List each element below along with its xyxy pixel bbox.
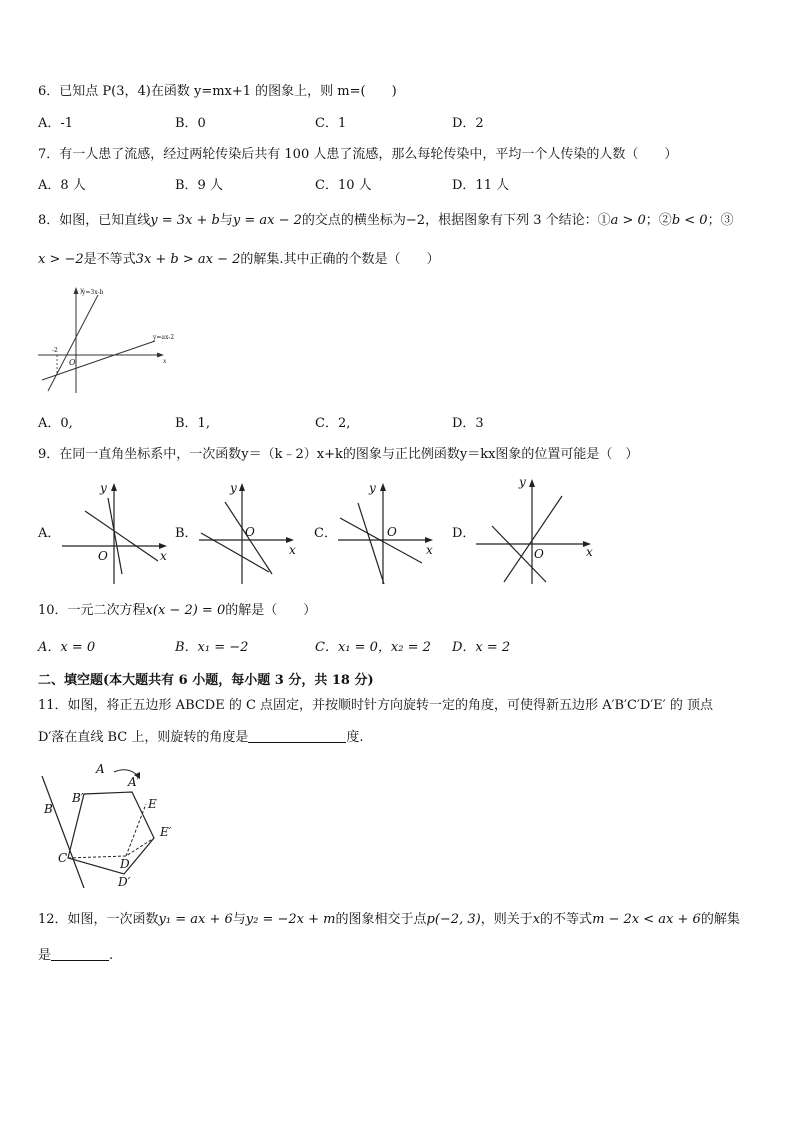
q11-stem-line2 bbox=[38, 728, 364, 747]
q9-option-a: A． bbox=[38, 526, 61, 541]
q9-option-c: C． bbox=[314, 526, 337, 541]
q12-inequality: m − 2x < ax + 6 bbox=[592, 912, 701, 927]
q12-text-1: 12．如图，一次函数 bbox=[38, 912, 159, 927]
q12-eq1: y₁ = ax + 6 bbox=[158, 912, 233, 927]
q8-text-1: 8．如图，已知直线 bbox=[38, 213, 151, 228]
q9a-origin: O bbox=[98, 549, 108, 563]
q12-text-5: 的不等式 bbox=[540, 912, 593, 927]
q6-option-c: C．1 bbox=[315, 116, 347, 131]
q8-conclusion-2: b < 0 bbox=[671, 213, 708, 228]
q10-options bbox=[38, 639, 758, 657]
q11-label-d: D bbox=[120, 857, 130, 871]
q8-inequality: 3x + b > ax − 2 bbox=[135, 252, 241, 267]
q11-label-a: A bbox=[96, 762, 105, 776]
q9-stem: 9．在同一直角坐标系中，一次函数y＝（k﹣2）x+k的图象与正比例函数y＝kx图象的位置可能是（ ） bbox=[38, 447, 639, 462]
q9d-y-arrow bbox=[529, 479, 535, 487]
q12-variable: x bbox=[532, 912, 541, 927]
q12-stem-line1 bbox=[38, 911, 740, 929]
q10-option-a: A．x = 0 bbox=[38, 640, 96, 655]
q8-conclusion-1: a > 0 bbox=[610, 213, 646, 228]
q7-option-a: A．8 人 bbox=[38, 178, 86, 193]
q8-label-line2: y=ax-2 bbox=[153, 334, 175, 341]
q7-option-d: D．11 人 bbox=[452, 178, 510, 193]
q9a-line-1 bbox=[85, 511, 158, 561]
q8-label-y: y bbox=[80, 287, 84, 294]
q12-answer-blank[interactable] bbox=[51, 946, 109, 961]
q9a-y-label: y bbox=[100, 481, 107, 495]
q11-label-b: B bbox=[44, 802, 53, 816]
q8-label-origin: O bbox=[69, 358, 76, 367]
q8-options bbox=[38, 415, 758, 433]
q11-label-a-prime: A′ bbox=[128, 775, 140, 789]
q7-stem: 7．有一人患了流感，经过两轮传染后共有 100 人患了流感，那么每轮传染中，平均一个人传染的人数（ ） bbox=[38, 147, 678, 162]
q7-option-b: B．9 人 bbox=[175, 178, 223, 193]
q9d-x-label: x bbox=[586, 545, 593, 559]
q8-text-6: 是不等式 bbox=[83, 252, 136, 267]
q12-text-3: 的图象相交于点 bbox=[335, 912, 427, 927]
q8-option-b: B．1, bbox=[175, 416, 210, 431]
q11-label-d-prime: D′ bbox=[118, 875, 131, 889]
q8-stem-line2 bbox=[38, 251, 440, 269]
q8-text-5: ；③ bbox=[707, 213, 734, 228]
q8-stem-line1 bbox=[38, 212, 734, 230]
q8-option-a: A．0, bbox=[38, 416, 73, 431]
q9a-x-label: x bbox=[160, 549, 167, 563]
q11-stem-line1: 11．如图，将正五边形 ABCDE 的 C 点固定，并按顺时针方向旋转一定的角度，可使得新五边形 A′B′C′D′E′ 的 顶点 bbox=[38, 698, 714, 713]
q8-text-3: 的交点的横坐标为−2，根据图象有下列 3 个结论：① bbox=[301, 213, 611, 228]
q11-label-c: C bbox=[58, 851, 68, 865]
q8-x-arrow bbox=[157, 353, 164, 358]
q9b-origin: O bbox=[245, 525, 255, 539]
q10-option-b: B．x₁ = −2 bbox=[175, 640, 249, 655]
q8-text-4: ；② bbox=[645, 213, 672, 228]
q12-text-2: 与 bbox=[232, 912, 246, 927]
q9d-origin: O bbox=[534, 547, 544, 561]
q6-option-a: A．-1 bbox=[38, 116, 74, 131]
q6-options bbox=[38, 115, 758, 133]
q8-label-line1: y=3x-b bbox=[82, 289, 104, 296]
q11-text-2: 度. bbox=[346, 730, 364, 745]
q8-text-7: 的解集.其中正确的个数是（ ） bbox=[240, 252, 440, 267]
q8-line-ax-2 bbox=[42, 341, 155, 380]
q11-answer-blank[interactable] bbox=[248, 728, 346, 743]
q6-stem: 6．已知点 P(3，4)在函数 y=mx+1 的图象上，则 m=( ) bbox=[38, 84, 397, 99]
q11-label-b-prime: B′ bbox=[72, 791, 84, 805]
q12-text-7: 是 bbox=[38, 948, 52, 963]
q9b-y-arrow bbox=[239, 483, 245, 491]
q9-graph-b bbox=[197, 478, 312, 588]
q9-option-d: D． bbox=[452, 526, 476, 541]
q9d-y-label: y bbox=[519, 475, 526, 489]
q8-line-3x-b bbox=[48, 295, 98, 391]
q8-label-x: x bbox=[163, 358, 167, 365]
q6-option-d: D．2 bbox=[452, 116, 484, 131]
q9-option-b: B． bbox=[175, 526, 198, 541]
q9b-y-label: y bbox=[230, 481, 237, 495]
q12-text-4: ，则关于 bbox=[480, 912, 533, 927]
q12-stem-line2 bbox=[38, 946, 113, 965]
q7-option-c: C．10 人 bbox=[315, 178, 372, 193]
q10-equation: x(x − 2) = 0 bbox=[145, 603, 226, 618]
q9b-x-label: x bbox=[289, 543, 296, 557]
q8-conclusion-3: x > −2 bbox=[38, 252, 84, 267]
q8-label-neg2: -2 bbox=[52, 347, 58, 354]
q12-point: p(−2, 3) bbox=[426, 912, 481, 927]
q8-option-d: D．3 bbox=[452, 416, 484, 431]
q8-eq2: y = ax − 2 bbox=[232, 213, 302, 228]
q8-eq1: y = 3x + b bbox=[150, 213, 220, 228]
q9-graph-d bbox=[474, 470, 599, 588]
q11-dashed-de bbox=[126, 804, 146, 856]
q11-dashed-cd bbox=[68, 838, 154, 858]
q9c-y-arrow bbox=[380, 483, 386, 491]
q8-option-c: C．2, bbox=[315, 416, 351, 431]
q12-text-6: 的解集 bbox=[700, 912, 740, 927]
q9-graph-c bbox=[336, 478, 451, 588]
q11-figure bbox=[36, 756, 186, 891]
q10-option-c: C．x₁ = 0，x₂ = 2 bbox=[315, 640, 431, 655]
q11-label-e: E bbox=[148, 797, 157, 811]
q9-graph-a bbox=[60, 478, 175, 588]
q9c-x-label: x bbox=[426, 543, 433, 557]
q11-text-1: D′落在直线 BC 上，则旋转的角度是 bbox=[38, 730, 249, 745]
q8-y-arrow bbox=[74, 287, 79, 294]
q12-text-8: . bbox=[109, 948, 114, 963]
q9c-y-label: y bbox=[369, 481, 376, 495]
section-fill-in-blank-heading: 二、填空题(本大题共有 6 小题，每小题 3 分，共 18 分) bbox=[38, 673, 374, 688]
q7-options bbox=[38, 177, 758, 195]
q8-figure bbox=[30, 283, 180, 398]
q10-option-d: D．x = 2 bbox=[452, 640, 511, 655]
q8-text-2: 与 bbox=[219, 213, 233, 228]
q9b-line-1 bbox=[201, 533, 269, 572]
q10-stem bbox=[38, 602, 316, 620]
q9c-origin: O bbox=[387, 525, 397, 539]
q11-label-e-prime: E′ bbox=[160, 825, 172, 839]
q10-text-1: 10．一元二次方程 bbox=[38, 603, 146, 618]
q12-eq2: y₂ = −2x + m bbox=[245, 912, 336, 927]
q10-text-2: 的解是（ ） bbox=[225, 603, 317, 618]
q9c-line-2 bbox=[358, 503, 384, 584]
q9a-y-arrow bbox=[111, 483, 117, 491]
q6-option-b: B．0 bbox=[175, 116, 206, 131]
q9a-line-2 bbox=[108, 498, 122, 574]
